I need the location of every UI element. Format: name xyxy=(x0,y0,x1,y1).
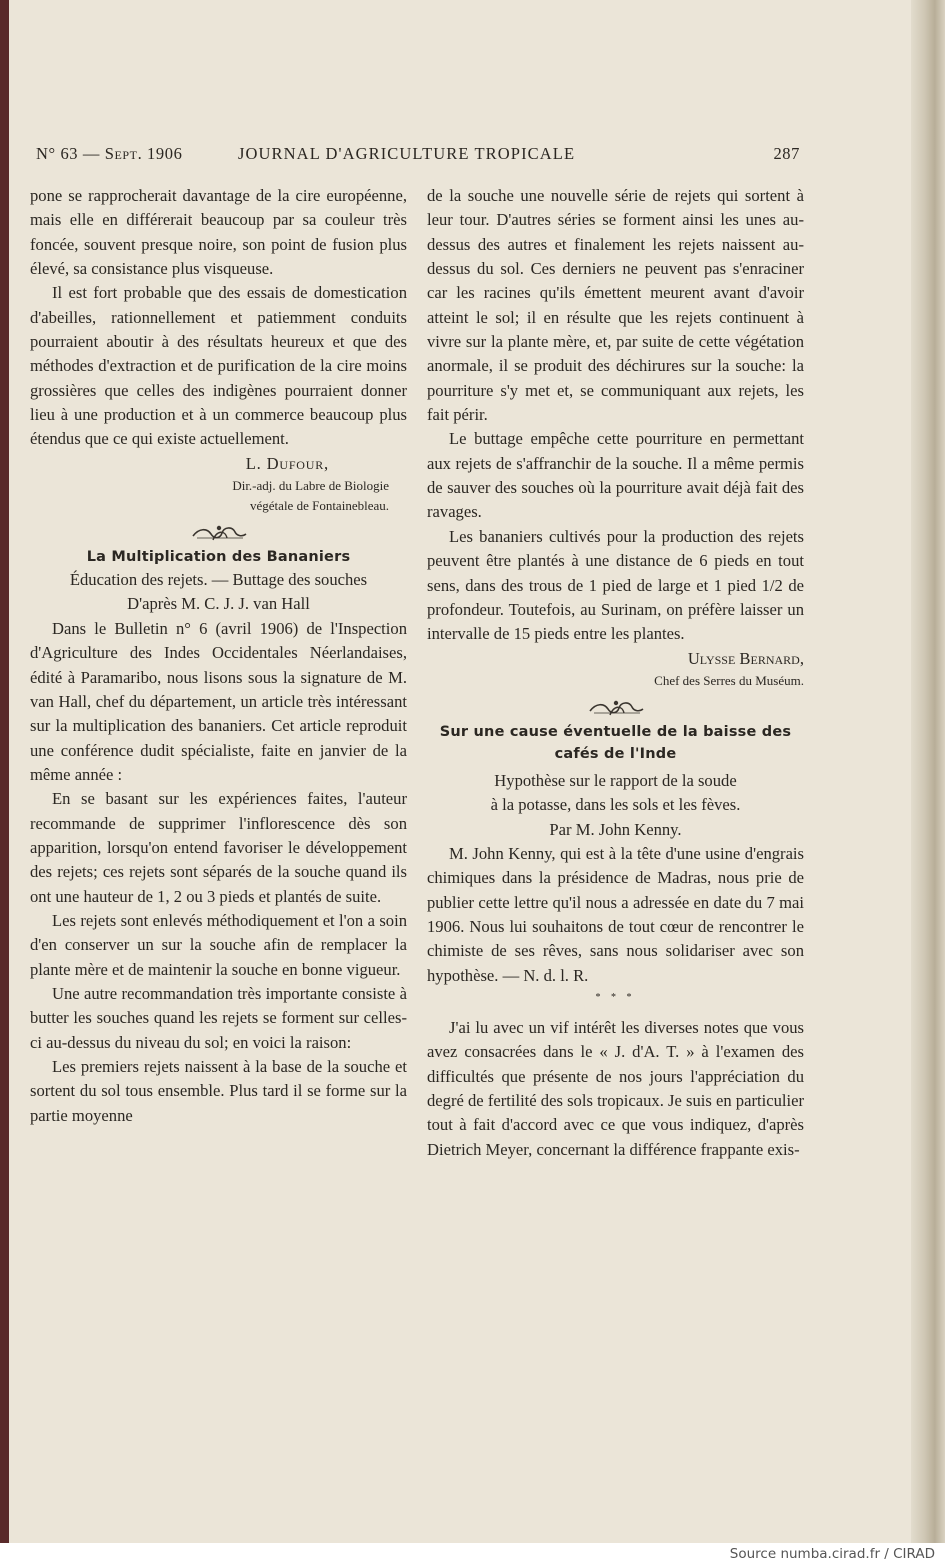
article-byline: D'après M. C. J. J. van Hall xyxy=(127,594,310,614)
paragraph: Le buttage empêche cette pourriture en permettant aux rejets de s'affranchir de la souche. Il a même permis de sauver des souches où la pourriture avait déjà fait des ravages. xyxy=(427,429,804,522)
paragraph: Les premiers rejets naissent à la base de la souche et sortent du sol tous ensemble. Plus tard il se forme sur la partie moyenne xyxy=(30,1057,407,1125)
article-title: cafés de l'Inde xyxy=(554,745,677,762)
issue-label: N° 63 — Sept. 1906 xyxy=(36,144,183,163)
fleuron-ornament-icon xyxy=(586,697,646,719)
right-column xyxy=(427,184,804,1162)
article-subtitle: Éducation des rejets. — Buttage des souches xyxy=(69,570,368,590)
paragraph: Les bananiers cultivés pour la production des rejets peuvent être plantés à une distance de 6 pieds en tout sens, dans des trous de 1 pied de large et 1 pied 1/2 de profondeur. Toutefois, au Surinam, on préfère laisser un intervalle de 15 pieds entre les plantes. xyxy=(427,526,804,644)
article-subtitle: à la potasse, dans les sols et les fèves. xyxy=(490,795,741,815)
signature-title: Dir.-adj. du Labre de Biologie xyxy=(232,478,389,494)
paragraph: En se basant sur les expériences faites, l'auteur recommande de supprimer l'inflorescence dès son apparition, lorsqu'on entend favoriser le développement des rejets; ces rejets sont séparés de la souche quand ils ont une hauteur de 1, 2 ou 3 pieds et plantés de suite. xyxy=(30,789,407,906)
left-column xyxy=(30,184,407,1128)
signature-name: L. Dufour, xyxy=(245,453,329,473)
journal-title: JOURNAL D'AGRICULTURE TROPICALE xyxy=(238,144,576,163)
paragraph: Une autre recommandation très importante consiste à butter les souches quand les rejets se forment sur celles-ci au-dessus du niveau du sol; en voici la raison: xyxy=(30,983,407,1052)
binding-edge xyxy=(0,0,9,1543)
section-separator: * * * xyxy=(595,991,636,1003)
paragraph: Les rejets sont enlevés méthodiquement et l'on a soin d'en conserver un sur la souche afin de remplacer la plante mère et de maintenir la souche en bonne vigueur. xyxy=(30,910,407,979)
paragraph: Dans le Bulletin n° 6 (avril 1906) de l'Inspection d'Agriculture des Indes Occidentales Néerlandaises, édité à Paramaribo, nous lisons sous la signature de M. van Hall, chef du département, un article très intéressant sur la multiplication des bananiers. Cet article reproduit une conférence dudit spécialiste, faite en janvier de la même année : xyxy=(30,618,407,784)
fleuron-ornament-icon xyxy=(189,522,249,544)
article-title: La Multiplication des Bananiers xyxy=(86,549,351,566)
paragraph: pone se rapprocherait davantage de la cire européenne, mais elle en différerait beaucoup par sa couleur très foncée, souvent presque noire, son point de fusion plus élevé, sa consistance plus visqueuse. xyxy=(30,186,407,279)
article-title: Sur une cause éventuelle de la baisse des xyxy=(439,723,792,740)
paragraph: J'ai lu avec un vif intérêt les diverses notes que vous avez consacrées dans le « J. d'A. T. » à l'examen des difficultés que présente de nos jours l'appréciation du degré de fertilité des sols tropicaux. Je suis en particulier tout à fait d'accord avec ce que vous indiquez, d'après Dietrich Meyer, concernant la différence frappante exis- xyxy=(427,1017,804,1159)
signature-title: Chef des Serres du Muséum. xyxy=(654,672,804,688)
source-credit: Source numba.cirad.fr / CIRAD xyxy=(729,1546,935,1562)
signature-name: Ulysse Bernard, xyxy=(687,648,804,668)
page-stack-edge xyxy=(911,0,945,1543)
page-number: 287 xyxy=(773,144,800,163)
editor-note: M. John Kenny, qui est à la tête d'une usine d'engrais chimiques dans la présidence de Madras, nous prie de publier cette lettre qu'il nous a adressée en date du 7 mai 1906. Nous lui souhaitons de tout cœur de rencontrer le chimiste de ses rêves, sans nous solidariser avec son hypothèse. — N. d. l. R. xyxy=(427,843,804,985)
paragraph: de la souche une nouvelle série de rejets qui sortent à leur tour. D'autres séries se forment ainsi les unes au-dessus des autres et finalement les rejets naissent au-dessus du sol. Ces derniers ne peuvent pas s'enraciner car les racines qu'ils émettent meurent avant d'avoir atteint le sol; il en résulte que les rejets continuent à vivre sur la plante mère, et, par suite de cette végétation anormale, il se produit des déchirures sur la souche: la pourriture s'y met et, se communiquant aux rejets, les fait périr. xyxy=(427,186,804,425)
running-head xyxy=(30,140,805,166)
signature-title: végétale de Fontainebleau. xyxy=(250,498,389,514)
paragraph: Il est fort probable que des essais de domestication d'abeilles, rationnellement et patiemment conduits pourraient aboutir à des résultats heureux et que des méthodes d'extraction et de purification de la cire moins grossières que celles des indigènes pourraient donner lieu à une production et à un commerce beaucoup plus étendus que ce qui existe actuellement. xyxy=(30,283,407,449)
article-byline: Par M. John Kenny. xyxy=(549,819,682,839)
article-subtitle: Hypothèse sur le rapport de la soude xyxy=(494,770,737,790)
